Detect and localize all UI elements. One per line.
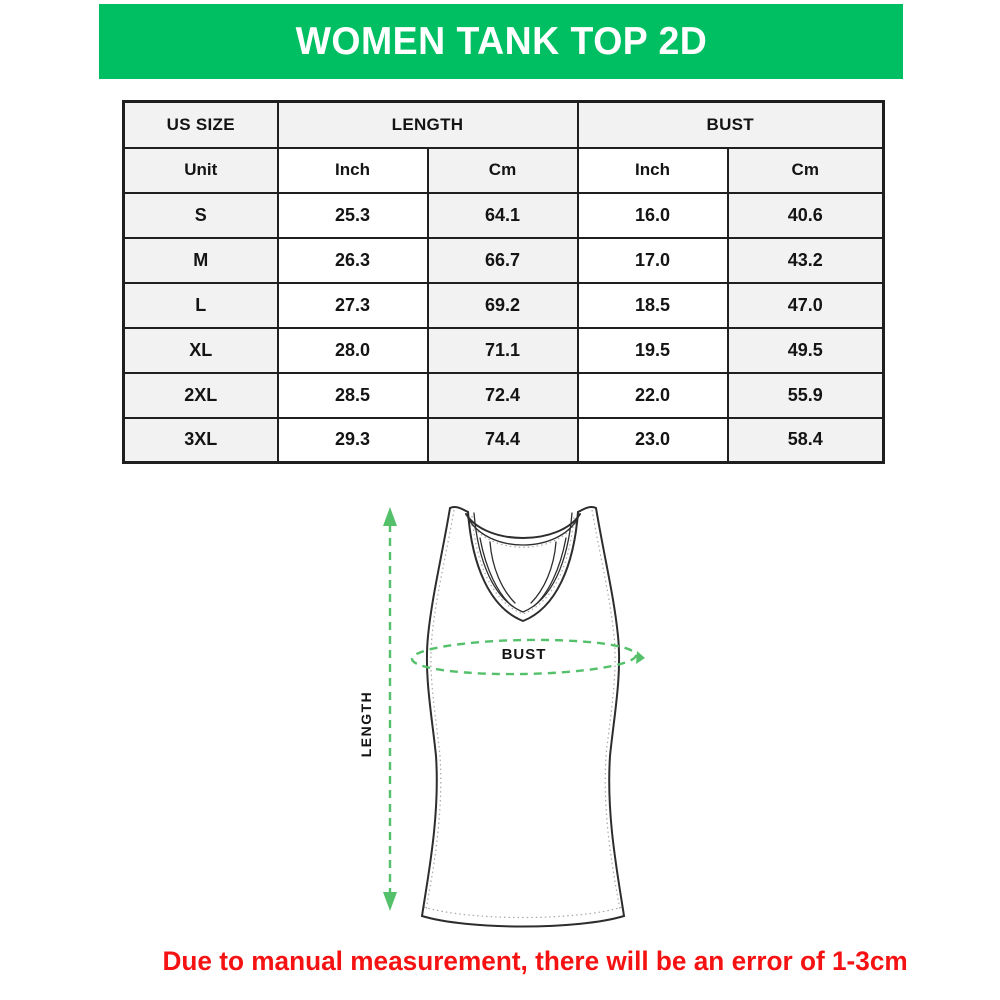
value-cell: 40.6 — [728, 193, 884, 238]
length-measure-arrow — [358, 507, 397, 911]
value-cell: 27.3 — [278, 283, 428, 328]
table-row-s — [124, 193, 884, 238]
header-length-group: LENGTH — [278, 102, 578, 148]
table-unit-row — [124, 148, 884, 193]
bust-arrowhead — [636, 651, 645, 664]
table-row-2xl — [124, 373, 884, 418]
value-cell: 66.7 — [428, 238, 578, 283]
header-bust-group: BUST — [578, 102, 884, 148]
value-cell: 28.0 — [278, 328, 428, 373]
value-cell: 74.4 — [428, 418, 578, 463]
page-title: WOMEN TANK TOP 2D — [295, 19, 707, 63]
size-cell: XL — [124, 328, 278, 373]
tank-top-outline — [422, 507, 624, 927]
table-row-m — [124, 238, 884, 283]
size-cell: 3XL — [124, 418, 278, 463]
value-cell: 23.0 — [578, 418, 728, 463]
length-inch-label: Inch — [278, 148, 428, 193]
tank-top-diagram — [355, 496, 655, 946]
value-cell: 19.5 — [578, 328, 728, 373]
unit-label: Unit — [124, 148, 278, 193]
value-cell: 71.1 — [428, 328, 578, 373]
value-cell: 16.0 — [578, 193, 728, 238]
size-cell: 2XL — [124, 373, 278, 418]
value-cell: 58.4 — [728, 418, 884, 463]
value-cell: 29.3 — [278, 418, 428, 463]
value-cell: 47.0 — [728, 283, 884, 328]
length-cm-label: Cm — [428, 148, 578, 193]
bust-label: BUST — [501, 646, 547, 663]
value-cell: 72.4 — [428, 373, 578, 418]
size-cell: L — [124, 283, 278, 328]
value-cell: 28.5 — [278, 373, 428, 418]
value-cell: 49.5 — [728, 328, 884, 373]
value-cell: 69.2 — [428, 283, 578, 328]
table-row-3xl — [124, 418, 884, 463]
value-cell: 18.5 — [578, 283, 728, 328]
disclaimer-text: Due to manual measurement, there will be an error of 1-3cm — [162, 946, 908, 976]
value-cell: 43.2 — [728, 238, 884, 283]
table-row-xl — [124, 328, 884, 373]
title-banner — [99, 4, 903, 79]
value-cell: 26.3 — [278, 238, 428, 283]
value-cell: 25.3 — [278, 193, 428, 238]
table-header-row — [124, 102, 884, 148]
measurement-disclaimer — [0, 946, 1000, 977]
value-cell: 17.0 — [578, 238, 728, 283]
value-cell: 22.0 — [578, 373, 728, 418]
value-cell: 64.1 — [428, 193, 578, 238]
table-row-l — [124, 283, 884, 328]
size-cell: S — [124, 193, 278, 238]
value-cell: 55.9 — [728, 373, 884, 418]
size-table — [122, 100, 885, 464]
size-cell: M — [124, 238, 278, 283]
length-label: LENGTH — [358, 690, 374, 758]
bust-cm-label: Cm — [728, 148, 884, 193]
bust-inch-label: Inch — [578, 148, 728, 193]
arrow-down-icon — [383, 892, 397, 911]
arrow-up-icon — [383, 507, 397, 526]
header-us-size: US SIZE — [124, 102, 278, 148]
